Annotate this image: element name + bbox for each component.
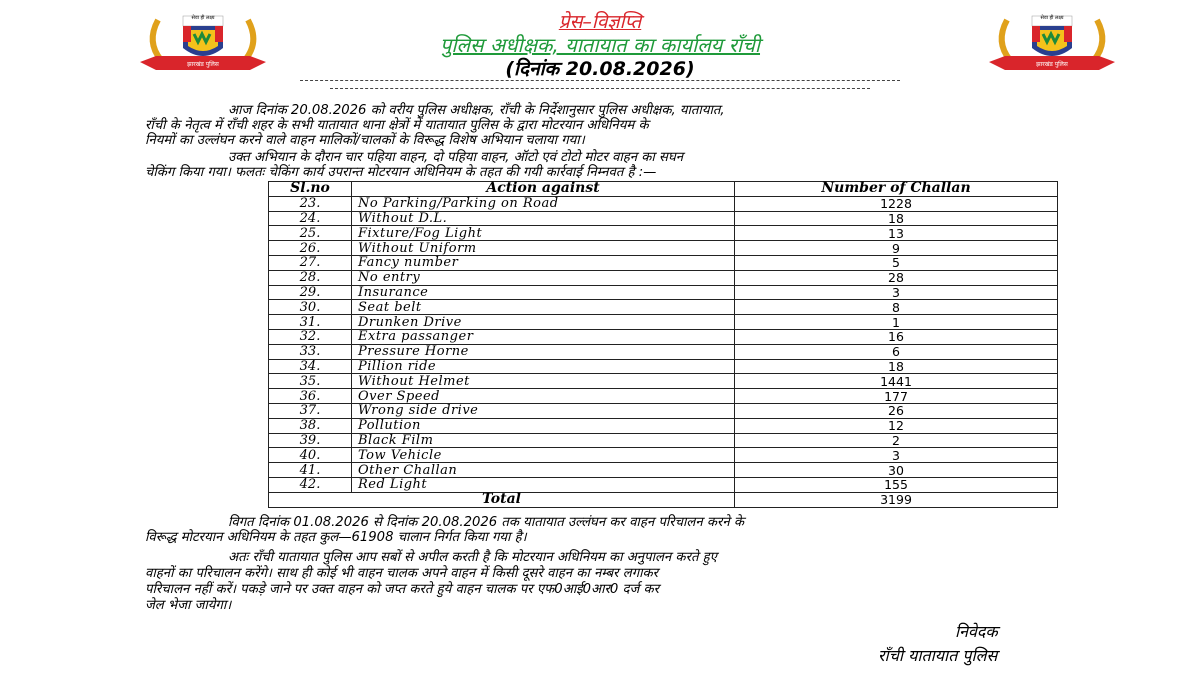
row-action: Pillion ride [352, 359, 735, 374]
row-slno: 42. [269, 477, 352, 492]
row-slno: 32. [269, 329, 352, 344]
row-slno: 28. [269, 270, 352, 285]
row-count: 3 [735, 448, 1058, 463]
row-slno: 35. [269, 374, 352, 389]
table-row [269, 344, 1058, 359]
press-release-title: प्रेस–विज्ञप्ति [558, 11, 642, 33]
row-count: 8 [735, 300, 1058, 315]
body-paragraph-3-line-1: विगत दिनांक 01.08.2026 से दिनांक 20.08.2026 तक यातायात उल्लंघन कर वाहन परिचालन करने के [228, 515, 745, 530]
row-action: Pressure Horne [352, 344, 735, 359]
row-count: 13 [735, 226, 1058, 241]
body-paragraph-2-line-1: उक्त अभियान के दौरान चार पहिया वाहन, दो पहिया वाहन, ऑटो एवं टोटो मोटर वाहन का सघन [228, 150, 684, 165]
table-row [269, 300, 1058, 315]
row-count: 3 [735, 285, 1058, 300]
row-count: 155 [735, 477, 1058, 492]
signoff-submitted-by: निवेदक [955, 622, 998, 641]
row-count: 28 [735, 270, 1058, 285]
table-row [269, 418, 1058, 433]
row-slno: 34. [269, 359, 352, 374]
row-action: Insurance [352, 285, 735, 300]
row-slno: 27. [269, 255, 352, 270]
row-action: No Parking/Parking on Road [352, 196, 735, 211]
row-action: Over Speed [352, 389, 735, 404]
row-count: 16 [735, 329, 1058, 344]
row-action: Pollution [352, 418, 735, 433]
row-count: 2 [735, 433, 1058, 448]
row-count: 177 [735, 389, 1058, 404]
body-paragraph-4-line-4: जेल भेजा जायेगा। [145, 598, 232, 613]
emblem-ribbon-right: झारखंड पुलिस [1036, 61, 1068, 68]
row-count: 1 [735, 315, 1058, 330]
total-value: 3199 [735, 492, 1058, 507]
row-slno: 33. [269, 344, 352, 359]
body-paragraph-4-line-2: वाहनों का परिचालन करेंगे। साथ ही कोई भी वाहन चालक अपने वाहन में किसी दूसरे वाहन का नम्बर लगाकर [145, 566, 659, 581]
row-slno: 23. [269, 196, 352, 211]
row-action: Seat belt [352, 300, 735, 315]
table-row [269, 359, 1058, 374]
body-paragraph-4-line-3: परिचालन नहीं करें। पकड़े जाने पर उक्त वाहन को जप्त करते हुये वाहन चालक पर एफ0आई0आर0 दर्ज कर [145, 582, 659, 597]
table-header-row [269, 182, 1058, 197]
row-action: Fixture/Fog Light [352, 226, 735, 241]
row-action: Fancy number [352, 255, 735, 270]
row-action: Wrong side drive [352, 403, 735, 418]
row-action: Other Challan [352, 463, 735, 478]
row-count: 26 [735, 403, 1058, 418]
row-slno: 29. [269, 285, 352, 300]
table-row [269, 315, 1058, 330]
row-slno: 24. [269, 211, 352, 226]
table-row [269, 241, 1058, 256]
row-slno: 30. [269, 300, 352, 315]
row-action: No entry [352, 270, 735, 285]
row-count: 1441 [735, 374, 1058, 389]
separator-line [330, 88, 870, 91]
column-header-slno: Sl.no [269, 182, 352, 197]
row-action: Black Film [352, 433, 735, 448]
emblem-motto-right: सेवा ही लक्ष्य [1040, 15, 1064, 21]
row-slno: 26. [269, 241, 352, 256]
row-slno: 31. [269, 315, 352, 330]
row-slno: 38. [269, 418, 352, 433]
row-slno: 41. [269, 463, 352, 478]
row-count: 9 [735, 241, 1058, 256]
table-row [269, 433, 1058, 448]
row-count: 6 [735, 344, 1058, 359]
row-count: 18 [735, 211, 1058, 226]
column-header-action: Action against [352, 182, 735, 197]
row-action: Without D.L. [352, 211, 735, 226]
row-slno: 39. [269, 433, 352, 448]
column-header-challan-count: Number of Challan [735, 182, 1058, 197]
table-row [269, 448, 1058, 463]
table-row [269, 374, 1058, 389]
separator-line [300, 80, 900, 83]
row-action: Without Uniform [352, 241, 735, 256]
challan-table [268, 181, 1058, 508]
body-paragraph-4-line-1: अतः राँची यातायात पुलिस आप सबों से अपील करती है कि मोटरयान अधिनियम का अनुपालन करते हुए [228, 550, 717, 565]
row-count: 5 [735, 255, 1058, 270]
office-name: पुलिस अधीक्षक, यातायात का कार्यालय राँची [439, 33, 761, 57]
row-slno: 36. [269, 389, 352, 404]
table-row [269, 211, 1058, 226]
row-slno: 25. [269, 226, 352, 241]
table-row [269, 477, 1058, 492]
emblem-motto-left: सेवा ही लक्ष्य [191, 15, 215, 21]
row-action: Tow Vehicle [352, 448, 735, 463]
row-action: Extra passanger [352, 329, 735, 344]
table-row [269, 389, 1058, 404]
body-paragraph-3-line-2: विरूद्ध मोटरयान अधिनियम के तहत कुल—61908 चालान निर्गत किया गया है। [145, 530, 527, 545]
table-total-row [269, 492, 1058, 507]
table-row [269, 463, 1058, 478]
row-count: 18 [735, 359, 1058, 374]
emblem-ribbon-left: झारखंड पुलिस [187, 61, 219, 68]
row-slno: 40. [269, 448, 352, 463]
table-row [269, 403, 1058, 418]
table-row [269, 329, 1058, 344]
row-slno: 37. [269, 403, 352, 418]
body-paragraph-1-line-2: राँची के नेतृत्व में राँची शहर के सभी यातायात थाना क्षेत्रों में यातायात पुलिस के द्वारा मोटरयान अधिनियम के [145, 118, 649, 133]
signoff-authority: राँची यातायात पुलिस [878, 646, 998, 665]
table-row [269, 196, 1058, 211]
row-action: Red Light [352, 477, 735, 492]
release-date: (दिनांक 20.08.2026) [505, 58, 695, 80]
row-action: Drunken Drive [352, 315, 735, 330]
table-row [269, 285, 1058, 300]
body-paragraph-2-line-2: चेकिंग किया गया। फलतः चेकिंग कार्य उपरान्त मोटरयान अधिनियम के तहत की गयी कार्रवाई निम्नवत है :— [145, 165, 657, 180]
table-row [269, 226, 1058, 241]
table-row [269, 270, 1058, 285]
row-count: 1228 [735, 196, 1058, 211]
row-count: 30 [735, 463, 1058, 478]
body-paragraph-1-line-3: नियमों का उल्लंघन करने वाले वाहन मालिकों/चालकों के विरूद्ध विशेष अभियान चलाया गया। [145, 133, 585, 148]
total-label: Total [269, 492, 735, 507]
body-paragraph-1-line-1: आज दिनांक 20.08.2026 को वरीय पुलिस अधीक्षक, राँची के निर्देशानुसार पुलिस अधीक्षक, यातायात, [228, 103, 725, 118]
table-row [269, 255, 1058, 270]
row-action: Without Helmet [352, 374, 735, 389]
row-count: 12 [735, 418, 1058, 433]
